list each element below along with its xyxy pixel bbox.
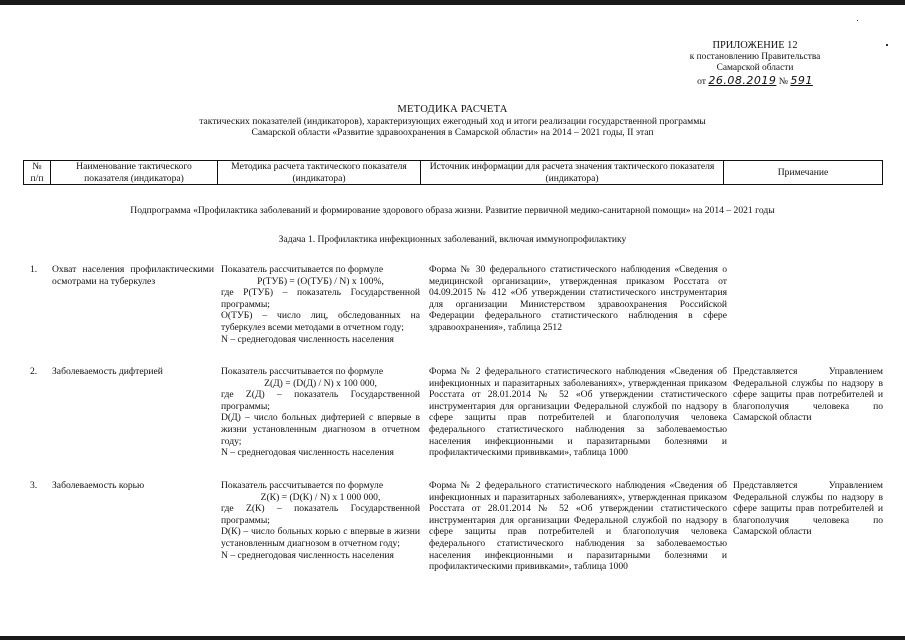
- method-def: где Z(К) – показатель Государственной программы;: [221, 503, 420, 526]
- formula: P(ТУБ) = (O(ТУБ) / N) x 100%,: [257, 275, 384, 287]
- info-source: Форма № 30 федерального статистического наблюдения «Сведения о медицинской организации», утвержденная приказом Росстата от 04.09.2015 № 412 «Об утверждении статистического инструментария для организации Министерством здравоохранения Российской Федерации федерального статистического наблюдения в сфере здравоохранения», таблица 2512: [429, 264, 727, 333]
- method-def: где P(ТУБ) – показатель Государственной программы;: [221, 287, 420, 310]
- info-source: Форма № 2 федерального статистического наблюдения «Сведения об инфекционных и паразитарных заболеваниях», утвержденная приказом Росстата от 28.01.2014 № 52 «Об утверждении статистического инструментария для организации Федеральной службой по надзору в сфере защиты прав потребителей и благополучия человека федерального статистического наблюдения за заболеваемостью населения инфекционными и паразитарными болезнями и профилактическими прививками», таблица 1000: [429, 480, 727, 573]
- indicator-name: Заболеваемость дифтерией: [52, 366, 163, 377]
- scan-top-edge: [0, 0, 905, 5]
- method-intro: Показатель рассчитывается по формуле: [221, 264, 384, 275]
- method-intro: Показатель рассчитывается по формуле: [221, 480, 384, 491]
- header-num: № п/п: [24, 161, 51, 185]
- document-title: [0, 104, 905, 138]
- row-number: 2.: [30, 366, 38, 377]
- info-source: Форма № 2 федерального статистического наблюдения «Сведения об инфекционных и паразитарных заболеваниях», утвержденная приказом Росстата от 28.01.2014 № 52 «Об утверждении статистического инструментария для организации Федеральной службой по надзору в сфере защиты прав потребителей и благополучия человека федерального статистического наблюдения за заболеваемостью населения инфекционными и паразитарными болезнями и профилактическими прививками», таблица 1000: [429, 366, 727, 459]
- appendix-title: ПРИЛОЖЕНИЕ 12: [712, 40, 798, 51]
- calculation-method: [221, 480, 420, 561]
- row-number: 3.: [30, 480, 38, 491]
- calculation-method: [221, 264, 420, 345]
- scan-speck: [886, 44, 888, 46]
- formula: Z(Д) = (D(Д) / N) x 100 000,: [264, 377, 377, 389]
- header-method: Методика расчета тактического показателя (индикатора): [218, 161, 421, 185]
- handwritten-number: 591: [790, 73, 813, 87]
- scan-bottom-edge: [0, 636, 905, 640]
- method-def: где Z(Д) – показатель Государственной программы;: [221, 389, 420, 412]
- method-def: N – среднегодовая численность населения: [221, 549, 394, 561]
- row-number: 1.: [30, 264, 38, 275]
- number-prefix: №: [778, 75, 788, 87]
- table-header: [23, 160, 883, 185]
- method-def: N – среднегодовая численность населения: [221, 333, 394, 345]
- method-def: N – среднегодовая численность населения: [221, 447, 394, 459]
- appendix-line2: Самарской области: [716, 62, 794, 73]
- method-def: O(ТУБ) – число лиц, обследованных на туберкулез всеми методами в отчетном году;: [221, 310, 420, 333]
- header-note: Примечание: [724, 161, 883, 185]
- date-prefix: от: [697, 75, 706, 87]
- indicator-name: Охват населения профилактическими осмотрами на туберкулез: [52, 264, 214, 287]
- task-heading: Задача 1. Профилактика инфекционных заболеваний, включая иммунопрофилактику: [278, 234, 627, 245]
- method-def: D(Д) – число больных дифтерией с впервые в жизни установленным диагнозом в отчетном году;: [221, 412, 420, 447]
- header-source: Источник информации для расчета значения тактического показателя (индикатора): [421, 161, 724, 185]
- appendix-line1: к постановлению Правительства: [689, 51, 821, 62]
- title-main: МЕТОДИКА РАСЧЕТА: [397, 104, 508, 115]
- handwritten-date: 26.08.2019: [708, 73, 777, 87]
- scan-speck: [857, 20, 858, 21]
- method-intro: Показатель рассчитывается по формуле: [221, 366, 384, 377]
- calculation-method: [221, 366, 420, 459]
- title-line3: Самарской области «Развитие здравоохранения в Самарской области» на 2014 – 2021 годы, II этап: [251, 127, 654, 138]
- title-line2: тактических показателей (индикаторов), характеризующих ежегодный ход и итоги реализации государственной программы: [199, 115, 706, 127]
- header-name: Наименование тактического показателя (индикатора): [51, 161, 218, 185]
- note: Представляется Управлением Федеральной службы по надзору в сфере защиты прав потребителей и благополучия человека по Самарской области: [733, 366, 883, 424]
- appendix-block: [660, 40, 850, 87]
- method-def: D(К) – число больных корью с впервые в жизни установленным диагнозом в отчетном году;: [221, 526, 420, 549]
- note: Представляется Управлением Федеральной службы по надзору в сфере защиты прав потребителей и благополучия человека по Самарской области: [733, 480, 883, 538]
- indicator-name: Заболеваемость корью: [52, 480, 145, 491]
- formula: Z(К) = (D(К) / N) x 1 000 000,: [260, 491, 381, 503]
- appendix-date-line: [660, 75, 850, 88]
- subprogram-heading: Подпрограмма «Профилактика заболеваний и формирование здорового образа жизни. Развитие первичной медико-санитарной помощи» на 2014 – 2021 годы: [130, 205, 775, 216]
